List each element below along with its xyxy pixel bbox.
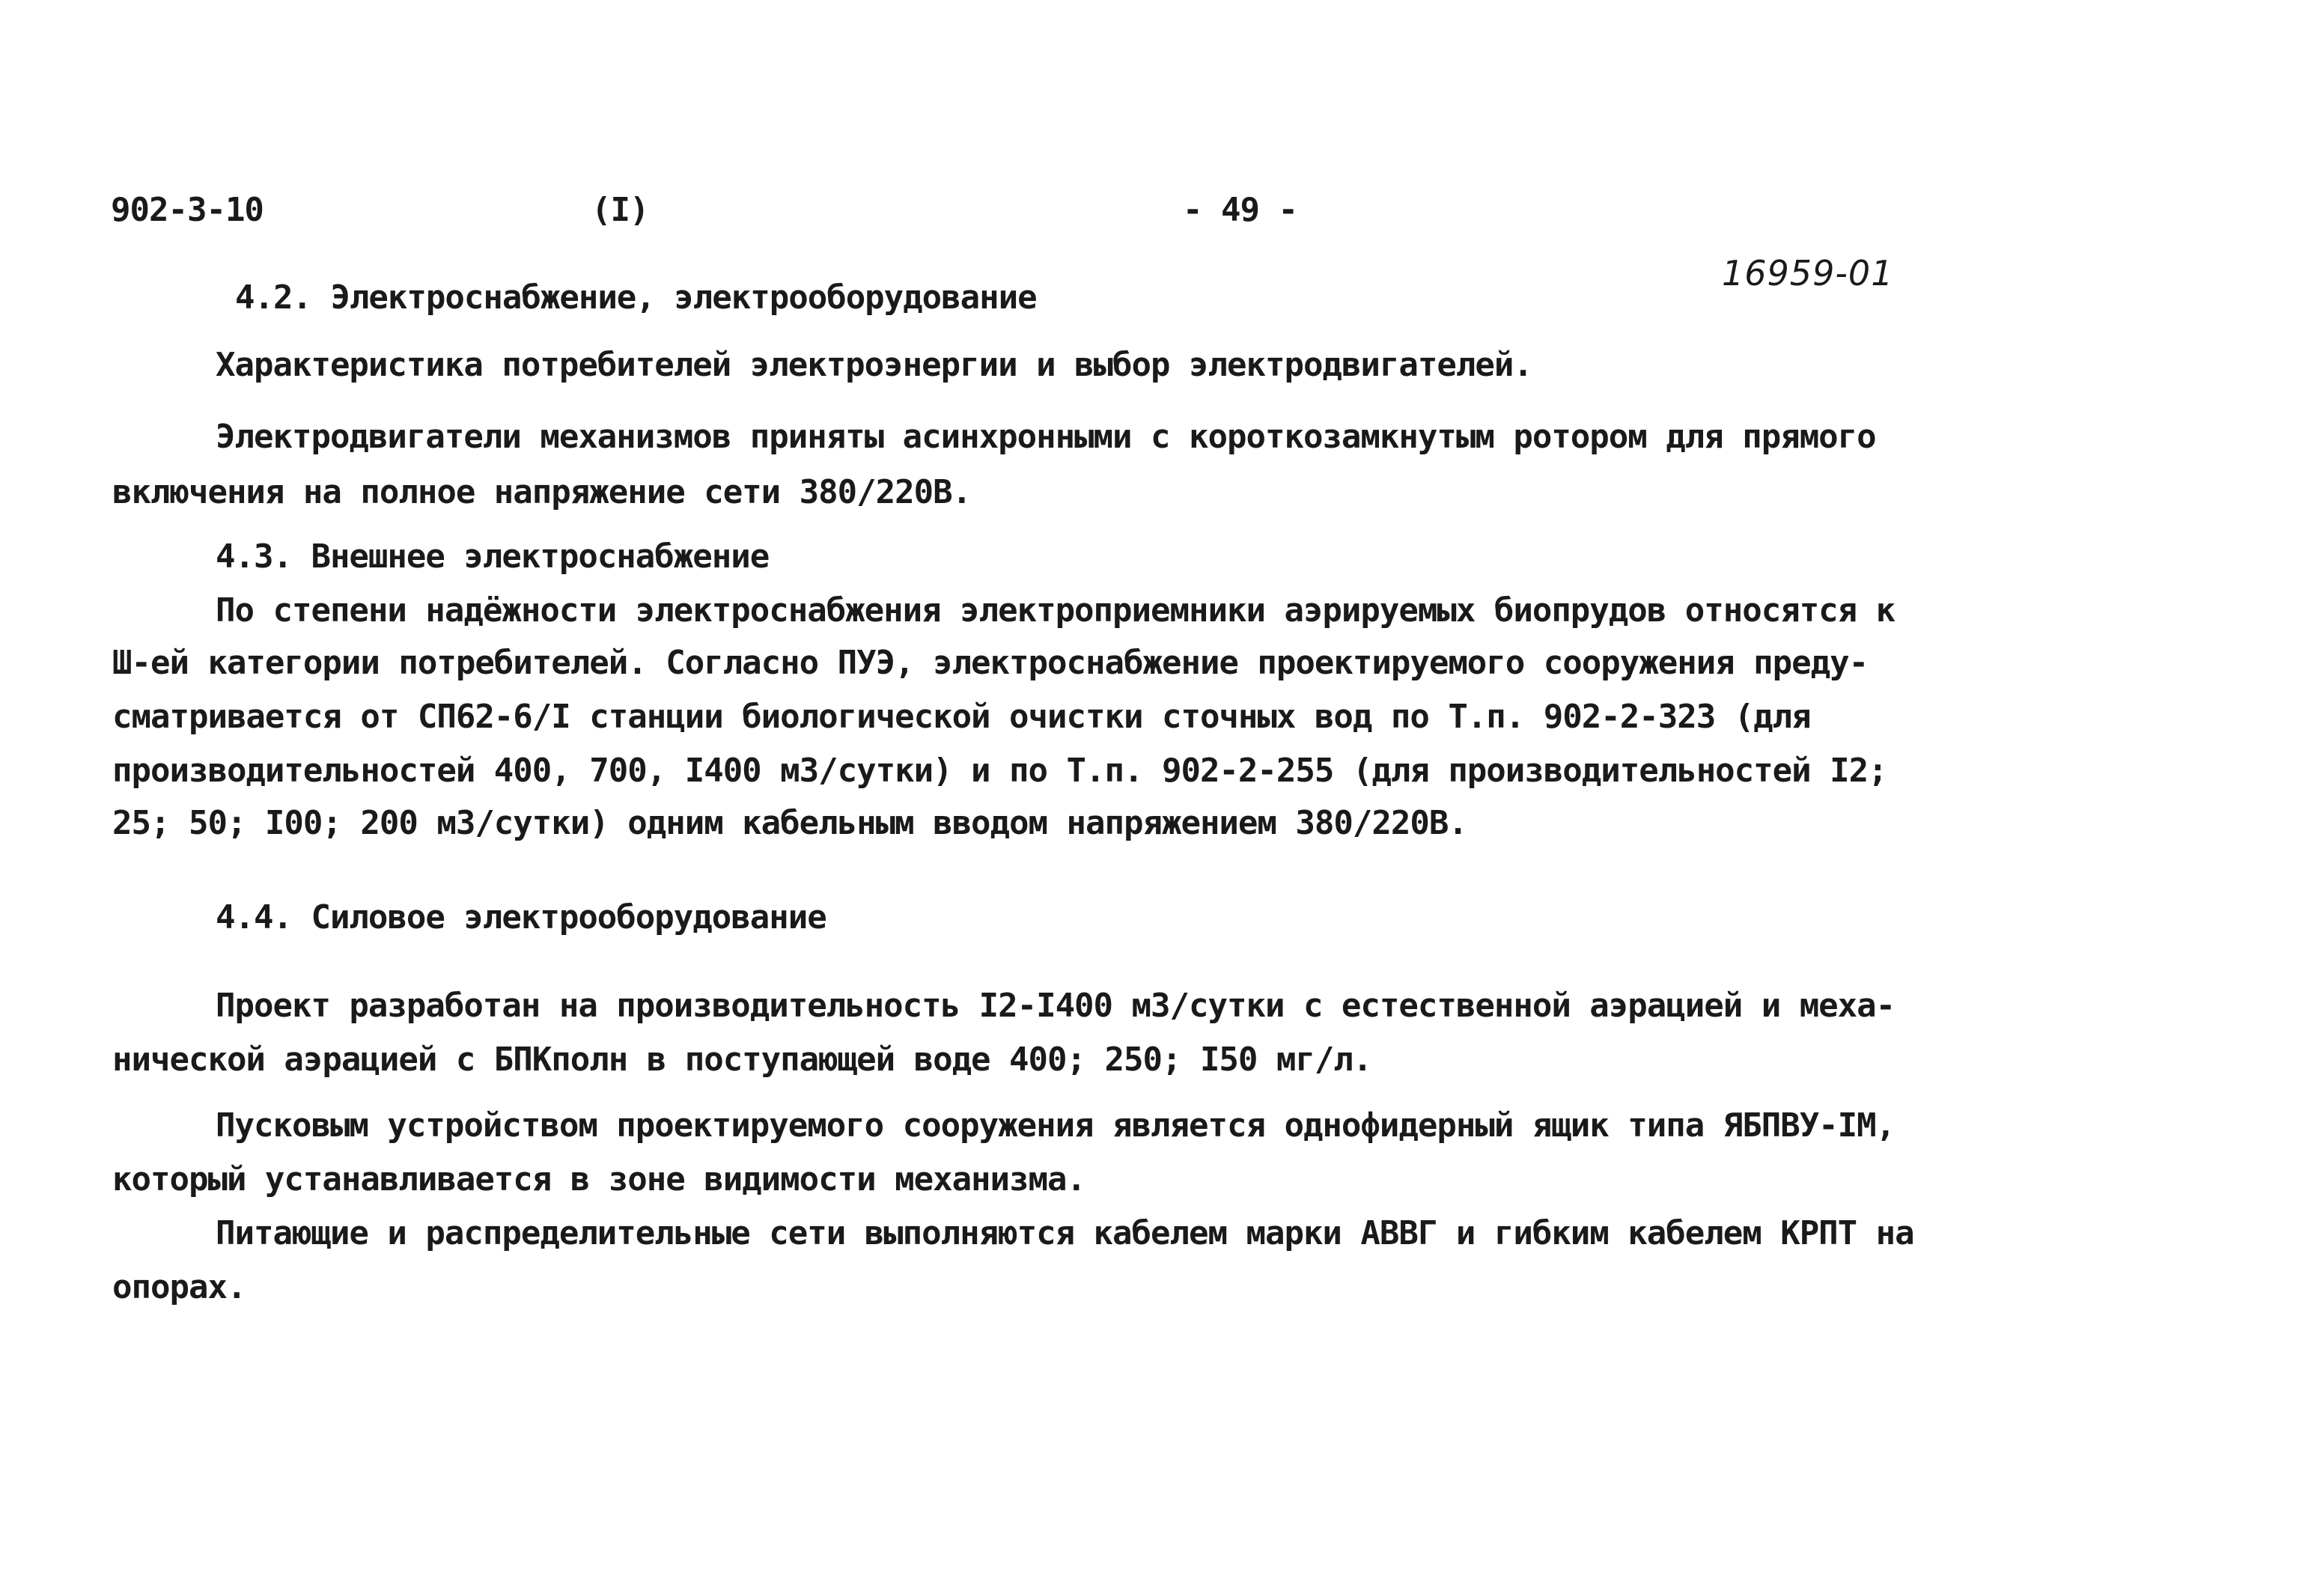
section-4-3-para-line: 25; 50; I00; 200 м3/сутки) одним кабельным вводом напряжением 380/220В. [112, 804, 1467, 842]
section-4-4-para1-line: Проект разработан на производительность I2-I400 м3/сутки с естественной аэрацией и меха- [216, 987, 1896, 1025]
sheet-mark: (I) [591, 191, 649, 229]
document-code: 902-3-10 [111, 191, 264, 229]
section-4-2-heading: 4.2. Электроснабжение, электрооборудование [235, 278, 1037, 317]
section-4-4-para2-line: который устанавливается в зоне видимости механизма. [112, 1160, 1086, 1198]
section-4-3-para-line: По степени надёжности электроснабжения электроприемники аэрируемых биопрудов относятся к [216, 591, 1896, 630]
section-4-2-subheading: Характеристика потребителей электроэнергии и выбор электродвигателей. [216, 346, 1532, 384]
section-4-3-para-line: сматривается от СП62-6/I станции биологической очистки сточных вод по Т.п. 902-2-323 (для [112, 698, 1811, 736]
inventory-number: 16959-01 [1722, 253, 1894, 293]
section-4-4-para1-line: нической аэрацией с БПКполн в поступающей воде 400; 250; I50 мг/л. [112, 1041, 1372, 1079]
section-4-4-para2-line: Пусковым устройством проектируемого сооружения является однофидерный ящик типа ЯБПВУ-IМ, [216, 1106, 1896, 1145]
page-number: - 49 - [1183, 191, 1297, 229]
section-4-4-heading: 4.4. Силовое электрооборудование [216, 898, 826, 936]
section-4-2-para-line: включения на полное напряжение сети 380/220В. [112, 473, 972, 511]
section-4-3-para-line: Ш-ей категории потребителей. Согласно ПУЭ, электроснабжение проектируемого сооружения преду- [112, 644, 1869, 682]
section-4-4-para3-line: Питающие и распределительные сети выполняются кабелем марки АВВГ и гибким кабелем КРПТ на [216, 1214, 1914, 1252]
section-4-3-para-line: производительностей 400, 700, I400 м3/сутки) и по Т.п. 902-2-255 (для производительностей I2; [112, 752, 1887, 790]
section-4-4-para3-line: опорах. [112, 1268, 246, 1306]
section-4-3-heading: 4.3. Внешнее электроснабжение [216, 537, 770, 576]
section-4-2-para-line: Электродвигатели механизмов приняты асинхронными с короткозамкнутым ротором для прямого [216, 418, 1876, 456]
